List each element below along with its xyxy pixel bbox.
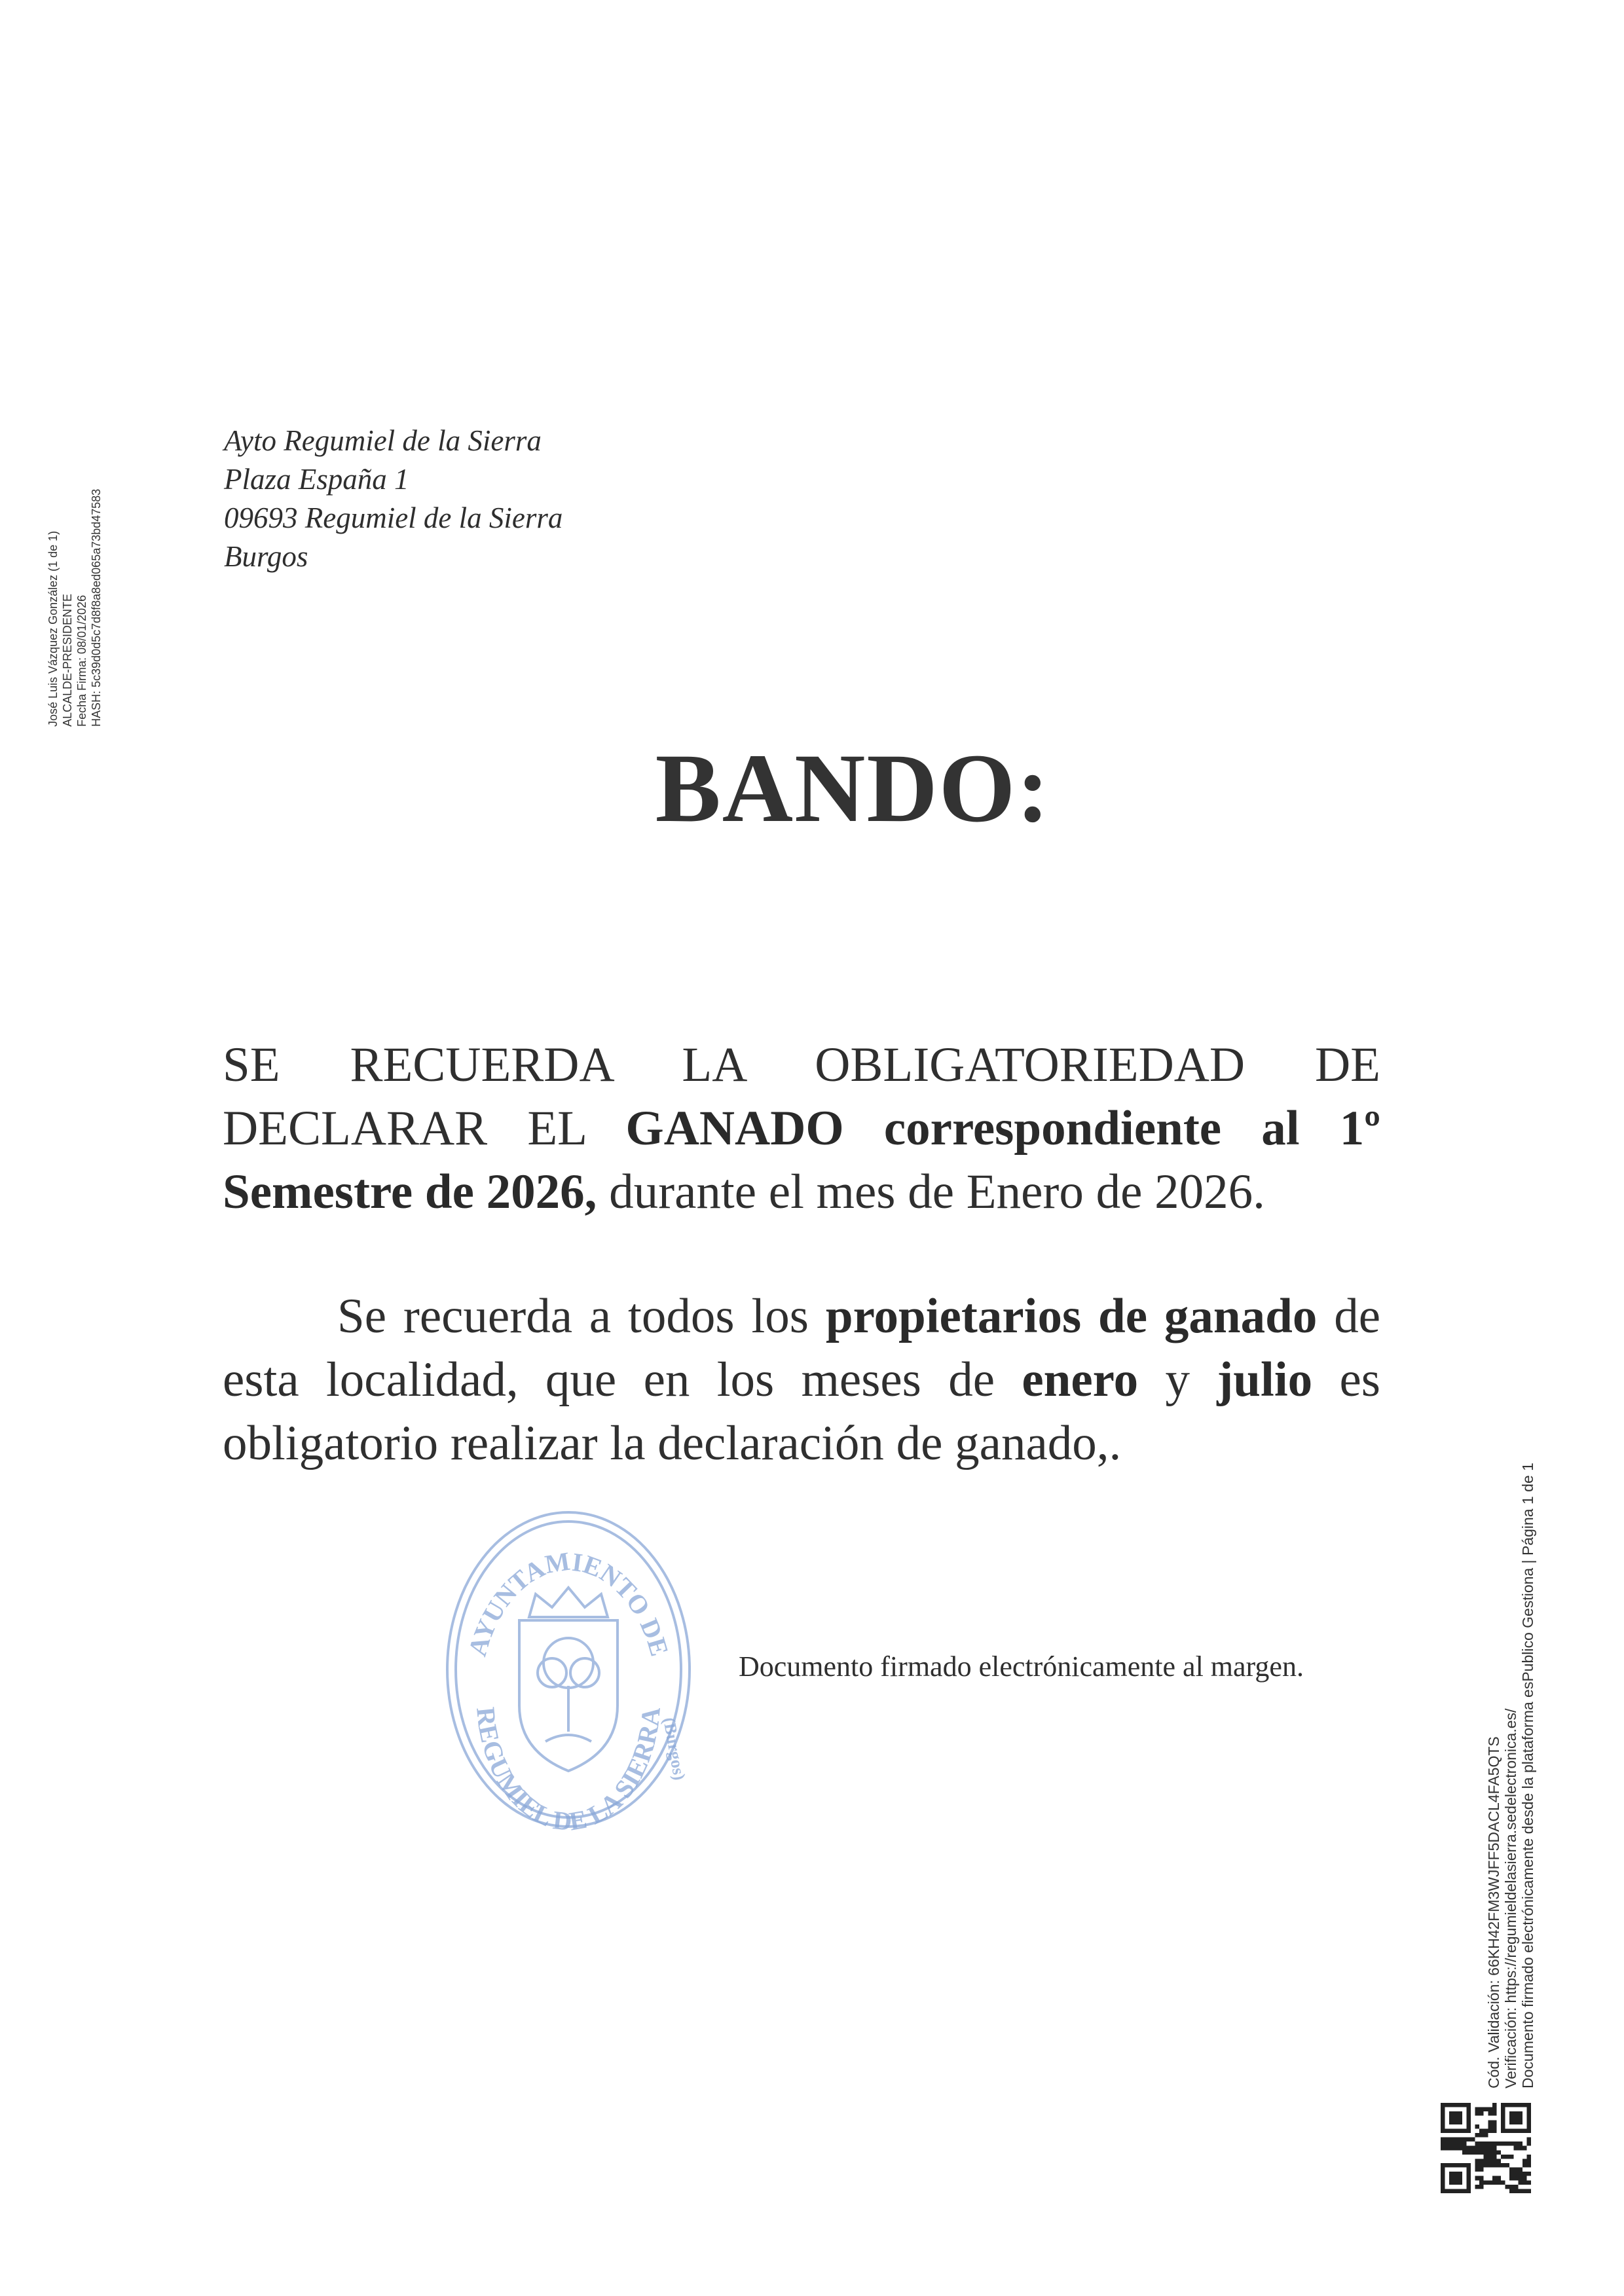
sender-address (224, 422, 563, 576)
validation-metadata (1485, 1463, 1536, 2088)
paragraph2-text-2: de esta localidad, que en los meses de (223, 1289, 1380, 1407)
address-line-3: 09693 Regumiel de la Sierra (224, 501, 563, 534)
paragraph2-bold-1: propietarios de ganado (825, 1289, 1318, 1343)
seal-top-text: AYUNTAMIENTO DE (462, 1546, 675, 1660)
seal-side-text: (Burgos) (659, 1716, 690, 1782)
paragraph1-text-2: durante el mes de Enero de 2026. (597, 1165, 1265, 1219)
qr-code[interactable] (1441, 2103, 1531, 2193)
signature-hash: HASH: 5c39d0d5c7d8f8a8ed065a73bd47583 (90, 488, 103, 727)
svg-text:AYUNTAMIENTO DE (462, 1546, 674, 1660)
signature-date: Fecha Firma: 08/01/2026 (75, 594, 88, 727)
paragraph2-text-1: Se recuerda a todos los (337, 1289, 826, 1343)
validation-code: Cód. Validación: 66KH42FM3WJFF5DACL4FA5QTS (1485, 1736, 1502, 2088)
signer-name: José Luis Vázquez González (1 de 1) (46, 530, 60, 727)
platform-note: Documento firmado electrónicamente desde la plataforma esPublico Gestiona | Página 1 de 1 (1519, 1463, 1536, 2088)
paragraph2-bold-2: enero (1022, 1353, 1139, 1407)
electronic-signature-note: Documento firmado electrónicamente al margen. (739, 1650, 1304, 1683)
address-line-2: Plaza España 1 (224, 463, 409, 496)
signature-metadata (46, 489, 103, 727)
document-title: BANDO: (655, 734, 1051, 843)
paragraph-owners-reminder (223, 1285, 1380, 1475)
seal-bottom-text: REGUMIEL DE LA SIERRA (471, 1705, 666, 1836)
paragraph1-bold: GANADO correspondiente al 1º Semestre de 2026, (223, 1101, 1381, 1219)
signer-role: ALCALDE-PRESIDENTE (61, 593, 74, 727)
paragraph1-text-1: SE RECUERDA LA OBLIGATORIEDAD DE DECLARAR EL (223, 1038, 1380, 1156)
municipal-seal-stamp (437, 1503, 699, 1836)
verification-url: Verificación: https://regumieldelasierra.sedelectronica.es/ (1502, 1708, 1519, 2088)
paragraph2-text-3: y (1138, 1353, 1217, 1407)
address-line-4: Burgos (224, 540, 308, 573)
paragraph2-bold-3: julio (1217, 1353, 1313, 1407)
address-line-1: Ayto Regumiel de la Sierra (224, 424, 542, 457)
paragraph-declaration-reminder (223, 1033, 1380, 1224)
paragraph2-text-4: es obligatorio realizar la declaración de ganado,. (223, 1353, 1380, 1470)
